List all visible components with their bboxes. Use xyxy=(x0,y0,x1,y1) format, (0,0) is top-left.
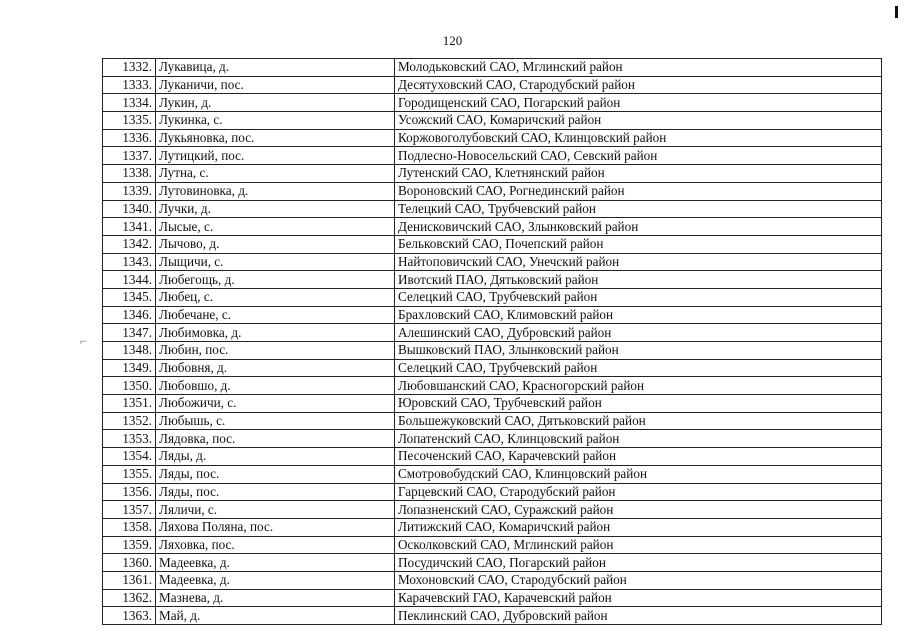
table-row xyxy=(103,377,882,395)
settlement-name-cell: Ляличи, с. xyxy=(156,501,395,519)
settlement-name-cell: Любышь, с. xyxy=(156,412,395,430)
row-number-cell: 1338. xyxy=(103,165,156,183)
administration-cell: Большежуковский САО, Дятьковский район xyxy=(395,412,882,430)
settlement-name-cell: Мадеевка, д. xyxy=(156,571,395,589)
table-row xyxy=(103,112,882,130)
row-number-cell: 1348. xyxy=(103,342,156,360)
table-row xyxy=(103,235,882,253)
settlement-name-cell: Любовшо, д. xyxy=(156,377,395,395)
administration-cell: Алешинский САО, Дубровский район xyxy=(395,324,882,342)
settlement-name-cell: Мазнева, д. xyxy=(156,589,395,607)
table-row xyxy=(103,589,882,607)
settlement-name-cell: Лутицкий, пос. xyxy=(156,147,395,165)
settlement-name-cell: Лукьяновка, пос. xyxy=(156,129,395,147)
table-row xyxy=(103,218,882,236)
settlement-name-cell: Лычово, д. xyxy=(156,235,395,253)
settlement-name-cell: Ляды, пос. xyxy=(156,483,395,501)
table-row xyxy=(103,412,882,430)
settlement-name-cell: Лукавица, д. xyxy=(156,59,395,77)
table-row xyxy=(103,147,882,165)
administration-cell: Литижский САО, Комаричский район xyxy=(395,518,882,536)
table-row xyxy=(103,306,882,324)
settlements-table xyxy=(102,58,882,625)
administration-cell: Телецкий САО, Трубчевский район xyxy=(395,200,882,218)
row-number-cell: 1354. xyxy=(103,448,156,466)
settlement-name-cell: Любожичи, с. xyxy=(156,395,395,413)
row-number-cell: 1352. xyxy=(103,412,156,430)
settlement-name-cell: Любец, с. xyxy=(156,288,395,306)
administration-cell: Смотровобудский САО, Клинцовский район xyxy=(395,465,882,483)
row-number-cell: 1363. xyxy=(103,607,156,625)
settlement-name-cell: Любимовка, д. xyxy=(156,324,395,342)
administration-cell: Селецкий САО, Трубчевский район xyxy=(395,359,882,377)
table-row xyxy=(103,324,882,342)
settlement-name-cell: Мадеевка, д. xyxy=(156,554,395,572)
row-number-cell: 1360. xyxy=(103,554,156,572)
table-row xyxy=(103,76,882,94)
row-number-cell: 1334. xyxy=(103,94,156,112)
administration-cell: Песоченский САО, Карачевский район xyxy=(395,448,882,466)
row-number-cell: 1358. xyxy=(103,518,156,536)
settlement-name-cell: Любечане, с. xyxy=(156,306,395,324)
administration-cell: Десятуховский САО, Стародубский район xyxy=(395,76,882,94)
row-number-cell: 1353. xyxy=(103,430,156,448)
row-number-cell: 1359. xyxy=(103,536,156,554)
administration-cell: Юровский САО, Трубчевский район xyxy=(395,395,882,413)
settlement-name-cell: Май, д. xyxy=(156,607,395,625)
administration-cell: Пеклинский САО, Дубровский район xyxy=(395,607,882,625)
table-row xyxy=(103,94,882,112)
settlement-name-cell: Луканичи, пос. xyxy=(156,76,395,94)
table-row xyxy=(103,571,882,589)
settlement-name-cell: Лутовиновка, д. xyxy=(156,182,395,200)
row-number-cell: 1346. xyxy=(103,306,156,324)
administration-cell: Денисковичский САО, Злынковский район xyxy=(395,218,882,236)
administration-cell: Ивотский ПАО, Дятьковский район xyxy=(395,271,882,289)
table-row xyxy=(103,501,882,519)
administration-cell: Найтоповичский САО, Унечский район xyxy=(395,253,882,271)
row-number-cell: 1344. xyxy=(103,271,156,289)
row-number-cell: 1333. xyxy=(103,76,156,94)
table-row xyxy=(103,448,882,466)
administration-cell: Вороновский САО, Рогнединский район xyxy=(395,182,882,200)
table-row xyxy=(103,607,882,625)
administration-cell: Городищенский САО, Погарский район xyxy=(395,94,882,112)
row-number-cell: 1339. xyxy=(103,182,156,200)
administration-cell: Гарцевский САО, Стародубский район xyxy=(395,483,882,501)
table-row xyxy=(103,518,882,536)
row-number-cell: 1349. xyxy=(103,359,156,377)
settlement-name-cell: Ляховка, пос. xyxy=(156,536,395,554)
table-row xyxy=(103,129,882,147)
table-row xyxy=(103,359,882,377)
row-number-cell: 1362. xyxy=(103,589,156,607)
administration-cell: Селецкий САО, Трубчевский район xyxy=(395,288,882,306)
table-row xyxy=(103,182,882,200)
scan-edge-mark xyxy=(895,6,898,18)
row-number-cell: 1343. xyxy=(103,253,156,271)
administration-cell: Бельковский САО, Почепский район xyxy=(395,235,882,253)
row-number-cell: 1332. xyxy=(103,59,156,77)
table-row xyxy=(103,59,882,77)
administration-cell: Карачевский ГАО, Карачевский район xyxy=(395,589,882,607)
table-row xyxy=(103,271,882,289)
settlement-name-cell: Любин, пос. xyxy=(156,342,395,360)
settlement-name-cell: Любовня, д. xyxy=(156,359,395,377)
administration-cell: Осколковский САО, Мглинский район xyxy=(395,536,882,554)
table-row xyxy=(103,288,882,306)
administration-cell: Молодьковский САО, Мглинский район xyxy=(395,59,882,77)
administration-cell: Лопатенский САО, Клинцовский район xyxy=(395,430,882,448)
table-row xyxy=(103,200,882,218)
row-number-cell: 1356. xyxy=(103,483,156,501)
settlement-name-cell: Лукин, д. xyxy=(156,94,395,112)
row-number-cell: 1361. xyxy=(103,571,156,589)
administration-cell: Мохоновский САО, Стародубский район xyxy=(395,571,882,589)
administration-cell: Посудичский САО, Погарский район xyxy=(395,554,882,572)
row-number-cell: 1341. xyxy=(103,218,156,236)
row-number-cell: 1336. xyxy=(103,129,156,147)
margin-mark: ⌐ xyxy=(80,334,87,348)
administration-cell: Коржовоголубовский САО, Клинцовский район xyxy=(395,129,882,147)
table-row xyxy=(103,165,882,183)
table-row xyxy=(103,253,882,271)
row-number-cell: 1351. xyxy=(103,395,156,413)
row-number-cell: 1347. xyxy=(103,324,156,342)
settlement-name-cell: Лысые, с. xyxy=(156,218,395,236)
row-number-cell: 1342. xyxy=(103,235,156,253)
administration-cell: Лопазненский САО, Суражский район xyxy=(395,501,882,519)
administration-cell: Брахловский САО, Климовский район xyxy=(395,306,882,324)
settlement-name-cell: Лутна, с. xyxy=(156,165,395,183)
settlement-name-cell: Лыщичи, с. xyxy=(156,253,395,271)
settlements-table-body xyxy=(103,59,882,625)
table-row xyxy=(103,342,882,360)
page-number: 120 xyxy=(442,33,463,48)
table-row xyxy=(103,430,882,448)
administration-cell: Лутенский САО, Клетнянский район xyxy=(395,165,882,183)
administration-cell: Любовшанский САО, Красногорский район xyxy=(395,377,882,395)
row-number-cell: 1357. xyxy=(103,501,156,519)
settlement-name-cell: Ляды, д. xyxy=(156,448,395,466)
settlement-name-cell: Ляды, пос. xyxy=(156,465,395,483)
row-number-cell: 1350. xyxy=(103,377,156,395)
row-number-cell: 1335. xyxy=(103,112,156,130)
settlement-name-cell: Ляхова Поляна, пос. xyxy=(156,518,395,536)
table-row xyxy=(103,536,882,554)
settlement-name-cell: Лядовка, пос. xyxy=(156,430,395,448)
administration-cell: Вышковский ПАО, Злынковский район xyxy=(395,342,882,360)
settlement-name-cell: Любегощь, д. xyxy=(156,271,395,289)
settlement-name-cell: Лучки, д. xyxy=(156,200,395,218)
row-number-cell: 1340. xyxy=(103,200,156,218)
row-number-cell: 1355. xyxy=(103,465,156,483)
table-row xyxy=(103,395,882,413)
settlement-name-cell: Лукинка, с. xyxy=(156,112,395,130)
table-row xyxy=(103,554,882,572)
table-row xyxy=(103,483,882,501)
table-row xyxy=(103,465,882,483)
row-number-cell: 1345. xyxy=(103,288,156,306)
row-number-cell: 1337. xyxy=(103,147,156,165)
administration-cell: Подлесно-Новосельский САО, Севский район xyxy=(395,147,882,165)
administration-cell: Усожский САО, Комаричский район xyxy=(395,112,882,130)
